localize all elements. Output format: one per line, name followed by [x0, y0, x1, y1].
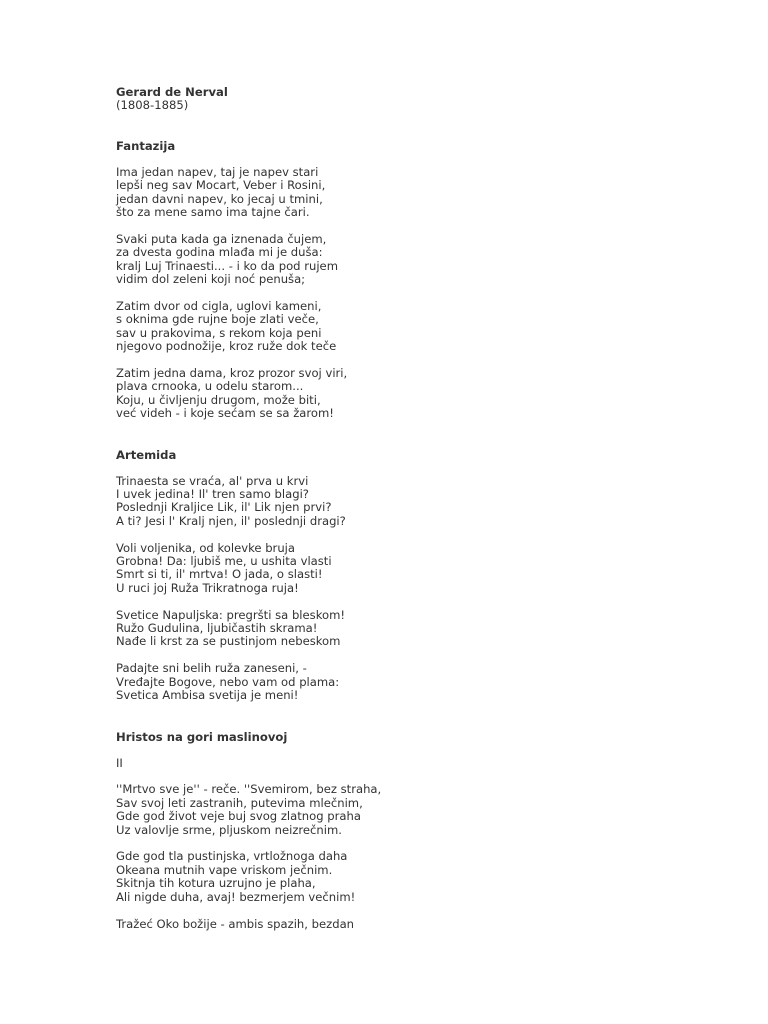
verse-line: za dvesta godina mlađa mi je duša: — [116, 245, 323, 260]
verse-line: već videh - i koje sećam se sa žarom! — [116, 406, 334, 421]
verse-line: I uvek jedina! Il' tren samo blagi? — [116, 486, 309, 501]
verse-line: sav u prakovima, s rekom koja peni — [116, 325, 322, 340]
verse-line: Sav svoj leti zastranih, putevima mlečnim, — [116, 795, 363, 810]
verse-line: Koju, u čivljenju drugom, može biti, — [116, 392, 321, 407]
poem-title: Artemida — [116, 447, 177, 462]
author-name: Gerard de Nerval — [116, 85, 228, 99]
verse-line: s oknima gde rujne boje zlati veče, — [116, 312, 319, 327]
verse-line: A ti? Jesi l' Kralj njen, il' poslednji dragi? — [116, 513, 346, 528]
verse-line: Svaki puta kada ga iznenada čujem, — [116, 231, 327, 246]
stanza — [116, 367, 716, 421]
stanza — [116, 233, 716, 287]
verse-line: jedan davni napev, ko jecaj u tmini, — [116, 191, 323, 206]
stanza — [116, 166, 716, 220]
verse-line: Svetica Ambisa svetija je meni! — [116, 688, 299, 703]
verse-line: plava crnooka, u odelu starom... — [116, 379, 304, 394]
stanza — [116, 783, 716, 837]
verse-line: Tražeć Oko božije - ambis spazih, bezdan — [116, 916, 355, 931]
verse-line: kralj Luj Trinaesti... - i ko da pod rujem — [116, 258, 338, 273]
author-years: (1808-1885) — [116, 98, 189, 113]
verse-line: U ruci joj Ruža Trikratnoga ruja! — [116, 580, 299, 595]
verse-line: što za mene samo ima tajne čari. — [116, 204, 310, 219]
stanza — [116, 662, 716, 702]
document-page — [116, 86, 716, 931]
verse-line: Grobna! Da: ljubiš me, u ushita vlasti — [116, 553, 332, 568]
verse-line: Trinaesta se vraća, al' prva u krvi — [116, 473, 309, 488]
verse-line: Uz valovlje srme, pljuskom neizrečnim. — [116, 822, 342, 837]
verse-line: njegovo podnožije, kroz ruže dok teče — [116, 339, 337, 354]
verse-line: Okeana mutnih vape vriskom ječnim. — [116, 862, 333, 877]
stanza — [116, 475, 716, 529]
verse-line: Svetice Napuljska: pregršti sa bleskom! — [116, 607, 346, 622]
poem — [116, 730, 716, 931]
verse-line: vidim dol zeleni koji noć penuša; — [116, 272, 306, 287]
poems-container — [116, 139, 716, 931]
verse-line: lepši neg sav Mocart, Veber i Rosini, — [116, 178, 326, 193]
stanza — [116, 300, 716, 354]
verse-line: Gde god život veje buj svog zlatnog praha — [116, 809, 361, 824]
stanza — [116, 850, 716, 904]
stanza — [116, 918, 716, 931]
verse-line: Skitnja tih kotura uzrujno je plaha, — [116, 876, 316, 891]
verse-line: Ružo Gudulina, ljubičastih skrama! — [116, 621, 318, 636]
verse-line: Padajte sni belih ruža zaneseni, - — [116, 661, 307, 676]
stanza — [116, 757, 716, 770]
stanza — [116, 609, 716, 649]
verse-line: Voli voljenika, od kolevke bruja — [116, 540, 296, 555]
poem-title: Hristos na gori maslinovoj — [116, 729, 288, 744]
poem — [116, 139, 716, 421]
verse-line: Nađe li krst za se pustinjom nebeskom — [116, 634, 341, 649]
verse-line: Ima jedan napev, taj je napev stari — [116, 164, 319, 179]
verse-line: Gde god tla pustinjska, vrtložnoga daha — [116, 849, 348, 864]
verse-line: Zatim jedna dama, kroz prozor svoj viri, — [116, 365, 348, 380]
poem — [116, 448, 716, 703]
verse-line: ''Mrtvo sve je'' - reče. ''Svemirom, bez straha, — [116, 782, 382, 797]
verse-line: Ali nigde duha, avaj! bezmerjem večnim! — [116, 889, 356, 904]
verse-line: Smrt si ti, il' mrtva! O jada, o slasti! — [116, 567, 323, 582]
verse-line: Vređajte Bogove, nebo vam od plama: — [116, 674, 340, 689]
verse-line: II — [116, 755, 123, 770]
verse-line: Zatim dvor od cigla, uglovi kameni, — [116, 298, 322, 313]
verse-line: Poslednji Kraljice Lik, il' Lik njen prvi? — [116, 500, 332, 515]
poem-title: Fantazija — [116, 138, 176, 153]
stanza — [116, 542, 716, 596]
